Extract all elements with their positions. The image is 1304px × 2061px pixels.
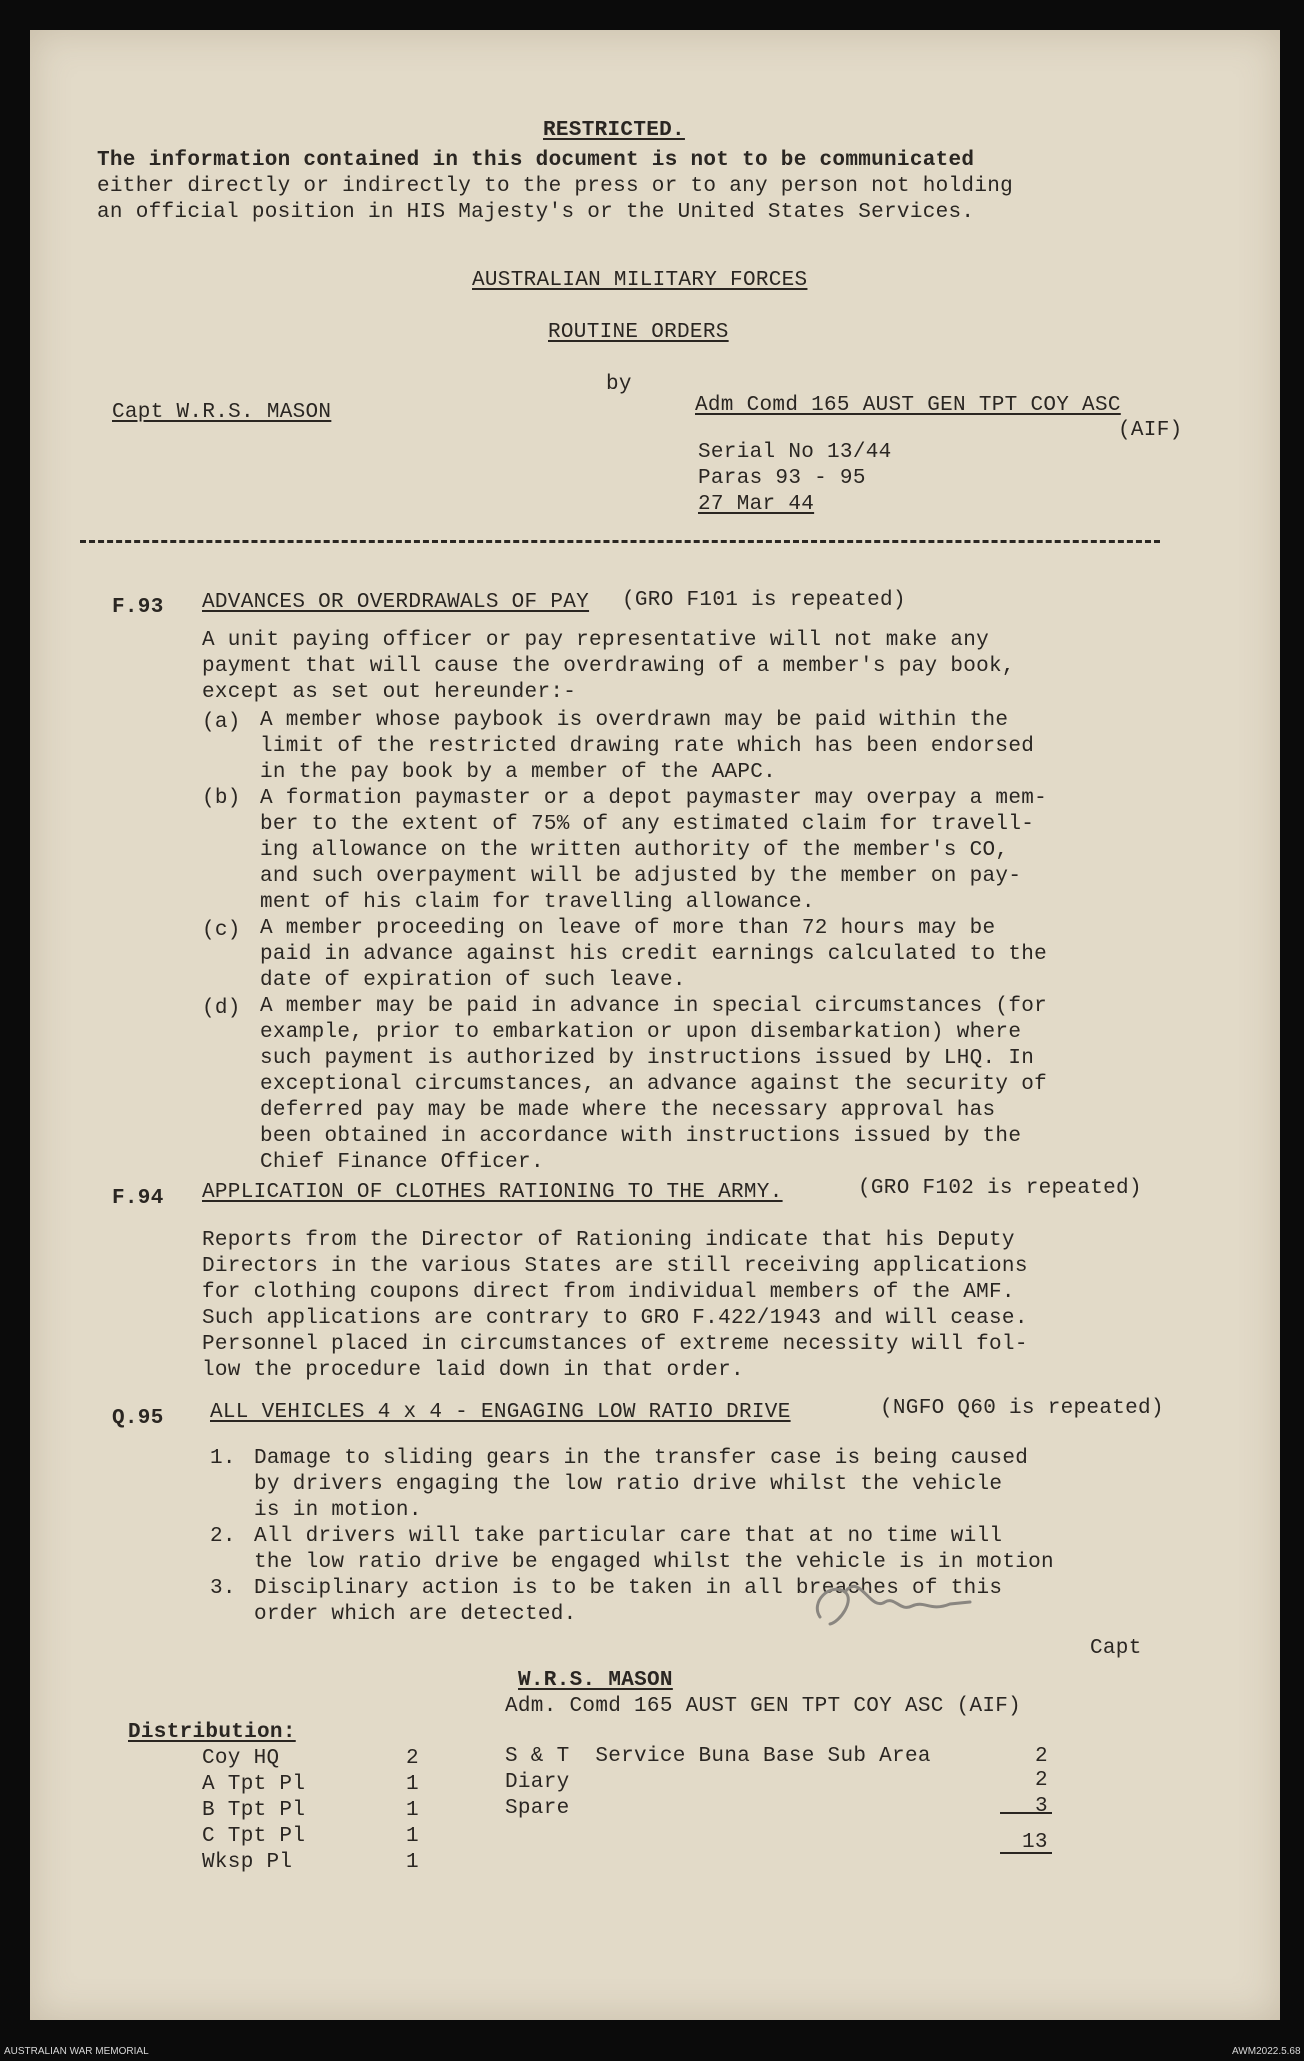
separator-rule [80, 540, 1160, 543]
document-title: ROUTINE ORDERS [548, 321, 729, 344]
q95-item-3-line-2: order which are detected. [254, 1603, 577, 1626]
f94-line-3: for clothing coupons direct from individual members of the AMF. [202, 1281, 1015, 1304]
f93-number: F.93 [112, 596, 164, 619]
total-rule-bottom [1000, 1852, 1052, 1854]
dist-right-unit-2: Diary [505, 1771, 570, 1794]
f93-item-b-line-3: ing allowance on the written authority of the member's CO, [260, 839, 1009, 862]
dist-left-qty-3: 1 [406, 1799, 419, 1822]
by-label: by [606, 373, 632, 396]
q95-item-1-label: 1. [210, 1447, 236, 1470]
distribution-heading: Distribution: [128, 1721, 296, 1744]
q95-item-3-label: 3. [210, 1577, 236, 1600]
f93-item-a-line-1: A member whose paybook is overdrawn may be paid within the [260, 709, 1009, 732]
issuer-appointment: Adm Comd 165 AUST GEN TPT COY ASC [695, 394, 1121, 417]
f93-item-a-line-3: in the pay book by a member of the AAPC. [260, 761, 777, 784]
f93-item-b-line-5: ment of his claim for travelling allowance. [260, 891, 815, 914]
dist-left-unit-5: Wksp Pl [202, 1851, 293, 1874]
f93-item-a-line-2: limit of the restricted drawing rate which has been endorsed [260, 735, 1035, 758]
f94-line-6: low the procedure laid down in that order. [202, 1359, 744, 1382]
f93-item-b-label: (b) [202, 787, 241, 810]
notice-line-2: either directly or indirectly to the press or to any person not holding [97, 175, 1014, 198]
f93-item-b-line-4: and such overpayment will be adjusted by the member on pay- [260, 865, 1022, 888]
dist-right-qty-2: 2 [1035, 1769, 1048, 1792]
dist-left-unit-2: A Tpt Pl [202, 1773, 306, 1796]
serial-number: Serial No 13/44 [698, 441, 892, 464]
q95-item-1-line-1: Damage to sliding gears in the transfer case is being caused [254, 1447, 1029, 1470]
f94-line-4: Such applications are contrary to GRO F.422/1943 and will cease. [202, 1307, 1028, 1330]
f93-intro-2: payment that will cause the overdrawing of a member's pay book, [202, 655, 1015, 678]
dist-left-qty-1: 2 [406, 1747, 419, 1770]
dist-left-unit-3: B Tpt Pl [202, 1799, 306, 1822]
f93-heading-note: (GRO F101 is repeated) [622, 589, 906, 612]
archive-credit: AUSTRALIAN WAR MEMORIAL [4, 2046, 149, 2057]
notice-line-1: The information contained in this document is not to be communicated [97, 149, 975, 172]
f93-intro-1: A unit paying officer or pay representative will not make any [202, 629, 990, 652]
f93-intro-3: except as set out hereunder:- [202, 681, 577, 704]
dist-left-qty-5: 1 [406, 1851, 419, 1874]
q95-item-2-line-2: the low ratio drive be engaged whilst the vehicle is in motion [254, 1551, 1054, 1574]
dist-left-qty-4: 1 [406, 1825, 419, 1848]
f93-item-c-line-2: paid in advance against his credit earnings calculated to the [260, 943, 1048, 966]
f94-heading: APPLICATION OF CLOTHES RATIONING TO THE ARMY. [202, 1181, 783, 1204]
q95-item-1-line-2: by drivers engaging the low ratio drive whilst the vehicle [254, 1473, 1003, 1496]
total-rule-top [1000, 1812, 1052, 1814]
handwritten-signature [800, 1562, 980, 1632]
force-title: AUSTRALIAN MILITARY FORCES [472, 269, 808, 292]
f94-number: F.94 [112, 1187, 164, 1210]
signature-rank: Capt [1090, 1637, 1142, 1660]
dist-right-unit-1: S & T Service Buna Base Sub Area [505, 1745, 931, 1768]
notice-line-3: an official position in HIS Majesty's or the United States Services. [97, 201, 975, 224]
f93-item-d-line-6: been obtained in accordance with instructions issued by the [260, 1125, 1022, 1148]
archive-accession: AWM2022.5.68 [1232, 2046, 1301, 2057]
f93-item-d-line-4: exceptional circumstances, an advance against the security of [260, 1073, 1048, 1096]
dist-right-qty-3: 3 [1035, 1795, 1048, 1818]
q95-item-3-line-1: Disciplinary action is to be taken in all breaches of this [254, 1577, 1003, 1600]
aif-label: (AIF) [1118, 419, 1183, 442]
dist-right-qty-1: 2 [1035, 1745, 1048, 1768]
q95-number: Q.95 [112, 1407, 164, 1430]
f93-item-c-line-1: A member proceeding on leave of more than 72 hours may be [260, 917, 996, 940]
dist-left-unit-1: Coy HQ [202, 1747, 280, 1770]
f93-item-d-line-1: A member may be paid in advance in special circumstances (for [260, 995, 1048, 1018]
f93-item-d-line-7: Chief Finance Officer. [260, 1151, 544, 1174]
signature-appointment: Adm. Comd 165 AUST GEN TPT COY ASC (AIF) [505, 1695, 1022, 1718]
q95-item-2-line-1: All drivers will take particular care that at no time will [254, 1525, 1003, 1548]
dist-right-unit-3: Spare [505, 1797, 570, 1820]
dist-left-qty-2: 1 [406, 1773, 419, 1796]
q95-item-2-label: 2. [210, 1525, 236, 1548]
f93-item-b-line-2: ber to the extent of 75% of any estimated claim for travell- [260, 813, 1035, 836]
f94-line-1: Reports from the Director of Rationing indicate that his Deputy [202, 1229, 1015, 1252]
dist-total: 13 [1022, 1831, 1048, 1854]
f93-item-d-line-2: example, prior to embarkation or upon disembarkation) where [260, 1021, 1022, 1044]
f93-item-d-line-5: deferred pay may be made where the necessary approval has [260, 1099, 996, 1122]
signature-name: W.R.S. MASON [518, 1669, 673, 1692]
f94-line-5: Personnel placed in circumstances of extreme necessity will fol- [202, 1333, 1028, 1356]
f94-heading-note: (GRO F102 is repeated) [858, 1177, 1142, 1200]
order-date: 27 Mar 44 [698, 493, 815, 516]
f94-line-2: Directors in the various States are still receiving applications [202, 1255, 1028, 1278]
f93-item-d-label: (d) [202, 997, 241, 1020]
f93-item-b-line-1: A formation paymaster or a depot paymaster may overpay a mem- [260, 787, 1048, 810]
dist-left-unit-4: C Tpt Pl [202, 1825, 306, 1848]
f93-item-a-label: (a) [202, 711, 241, 734]
f93-item-c-line-3: date of expiration of such leave. [260, 969, 686, 992]
q95-heading: ALL VEHICLES 4 x 4 - ENGAGING LOW RATIO DRIVE [210, 1401, 791, 1424]
classification-heading: RESTRICTED. [543, 119, 685, 142]
f93-item-d-line-3: such payment is authorized by instructions issued by LHQ. In [260, 1047, 1035, 1070]
issuer-name: Capt W.R.S. MASON [112, 401, 332, 424]
q95-heading-note: (NGFO Q60 is repeated) [880, 1397, 1164, 1420]
f93-item-c-label: (c) [202, 919, 241, 942]
f93-heading: ADVANCES OR OVERDRAWALS OF PAY [202, 591, 590, 614]
q95-item-1-line-3: is in motion. [254, 1499, 422, 1522]
paragraph-range: Paras 93 - 95 [698, 467, 866, 490]
